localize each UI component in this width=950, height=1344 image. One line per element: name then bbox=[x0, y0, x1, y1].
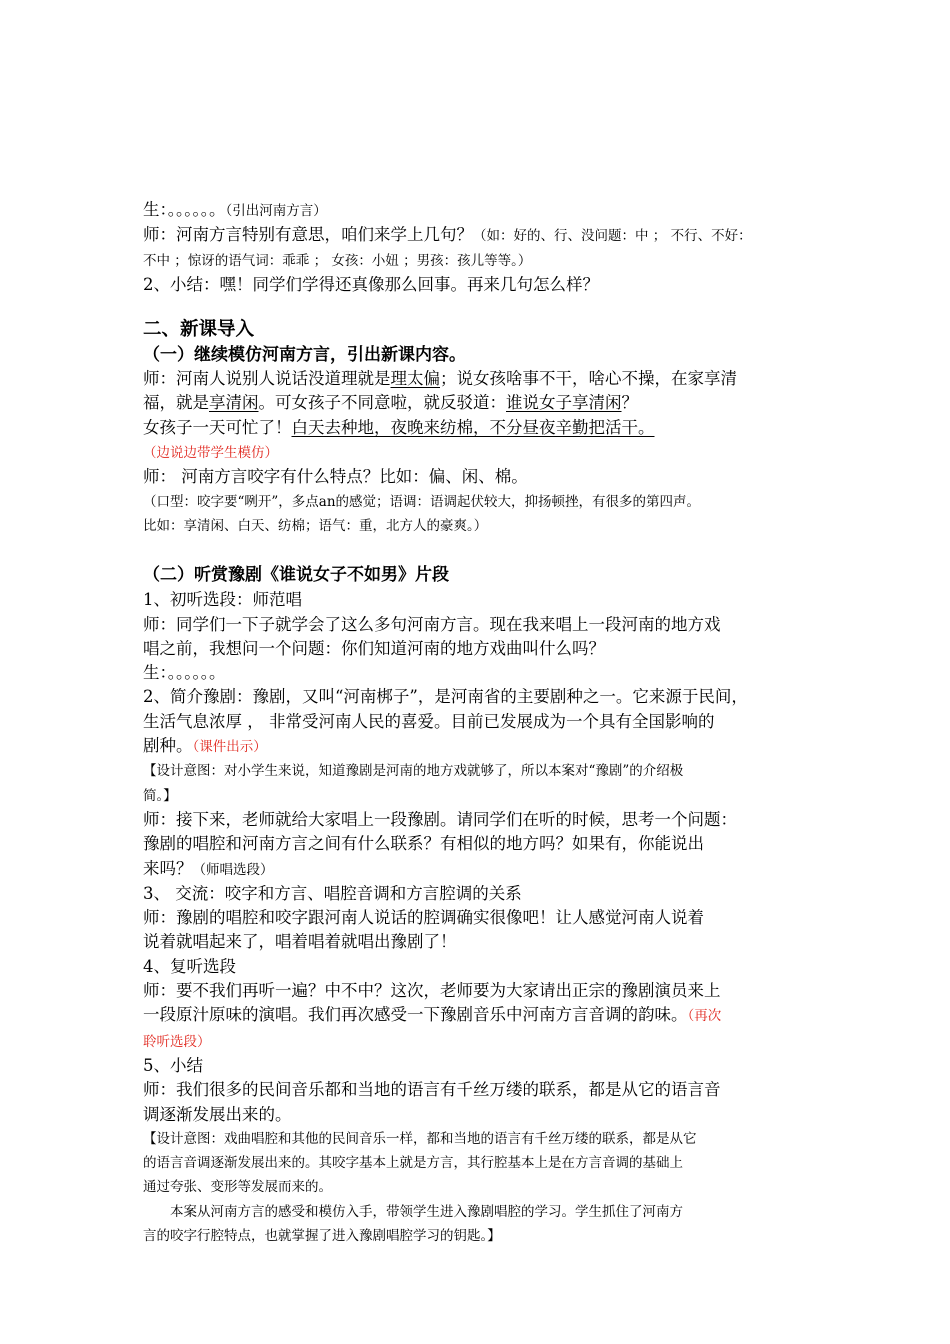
note-line: 比如：享清闲、白天、纺棉；语气：重，北方人的豪爽。） bbox=[143, 517, 488, 534]
design-intent-line: 简。】 bbox=[143, 787, 177, 804]
paragraph-line: 师：同学们一下子就学会了这么多句河南方言。现在我来唱上一段河南的地方戏 bbox=[143, 614, 721, 634]
student-reply: 生：。。。。。。 bbox=[143, 200, 226, 219]
note: （引出河南方言） bbox=[225, 203, 327, 219]
paragraph-line: 3、 交流：咬字和方言、唱腔音调和方言腔调的关系 bbox=[143, 883, 522, 903]
intro-line-1 bbox=[143, 198, 813, 223]
subsection-heading: （一）继续模仿河南方言，引出新课内容。 bbox=[143, 345, 466, 366]
paragraph-line: 说着就唱起来了，唱着唱着就唱出豫剧了！ bbox=[143, 932, 457, 952]
paragraph-line bbox=[143, 367, 813, 391]
underlined-text: 白天去种地，夜晚来纺棉，不分昼夜辛勤把活干。 bbox=[291, 417, 655, 437]
red-note: （边说边带学生模仿） bbox=[143, 445, 278, 462]
text: 师：河南人说别人说话没道理就是 bbox=[143, 369, 391, 389]
text: ？ bbox=[621, 393, 638, 413]
paragraph-line bbox=[143, 1029, 813, 1054]
red-note: 聆听选段） bbox=[143, 1033, 211, 1050]
paragraph-line bbox=[143, 857, 813, 882]
design-intent-line: 言的咬字行腔特点，也就掌握了进入豫剧唱腔学习的钥匙。】 bbox=[143, 1227, 501, 1244]
paragraph-line: 唱之前，我想问一个问题：你们知道河南的地方戏曲叫什么吗？ bbox=[143, 638, 605, 658]
paragraph-line: 2、简介豫剧：豫剧，又叫“河南梆子”，是河南省的主要剧种之一。它来源于民间， bbox=[143, 687, 748, 707]
section-heading: 二、新课导入 bbox=[143, 319, 255, 341]
paragraph-line: 师：要不我们再听一遍？中不中？这次，老师要为大家请出正宗的豫剧演员来上 bbox=[143, 981, 721, 1001]
text: 福，就是 bbox=[143, 393, 209, 413]
paragraph-line: 师：豫剧的唱腔和咬字跟河南人说话的腔调确实很像吧！让人感觉河南人说着 bbox=[143, 908, 704, 928]
paragraph-line bbox=[143, 416, 813, 440]
text: 来吗？ bbox=[143, 858, 193, 878]
teacher-line: 师：河南方言特别有意思，咱们来学上几句？ bbox=[143, 225, 473, 245]
paragraph-line bbox=[143, 440, 813, 465]
underlined-text: 理太偏 bbox=[390, 369, 440, 389]
paragraph-line: 5、小结 bbox=[143, 1055, 203, 1075]
text: 女孩子一天可忙了！ bbox=[143, 417, 292, 437]
underlined-text: 谁说女子享清闲 bbox=[506, 393, 622, 413]
paragraph-line: 生活气息浓厚 ， 非常受河南人民的喜爱。目前已发展成为一个具有全国影响的 bbox=[143, 711, 715, 731]
design-intent-line: 【设计意图：戏曲唱腔和其他的民间音乐一样，都和当地的语言有千丝万缕的联系，都是从它 bbox=[143, 1130, 697, 1147]
red-note: （再次 bbox=[687, 1008, 722, 1025]
intro-line-2 bbox=[143, 223, 813, 248]
paragraph-line bbox=[143, 391, 813, 415]
design-intent-line: 的语言音调逐渐发展出来的。其咬字基本上就是方言，其行腔基本上是在方言音调的基础上 bbox=[143, 1155, 683, 1172]
paragraph-line: 1、初听选段：师范唱 bbox=[143, 590, 302, 610]
subsection-heading: （二）听赏豫剧《谁说女子不如男》片段 bbox=[143, 565, 449, 586]
note: （师唱选段） bbox=[192, 861, 274, 878]
paragraph-line: 生：。。。。。。 bbox=[143, 663, 226, 683]
design-intent-line: 本案从河南方言的感受和模仿入手，带领学生进入豫剧唱腔的学习。学生抓住了河南方 bbox=[170, 1203, 683, 1220]
note-line: （口型：咬字要“咧开”，多点an的感觉；语调：语调起伏较大，抑扬顿挫，有很多的第四声。 bbox=[143, 493, 701, 510]
design-intent-line: 【设计意图：对小学生来说，知道豫剧是河南的地方戏就够了，所以本案对“豫剧”的介绍极 bbox=[143, 763, 684, 780]
paragraph-line: 豫剧的唱腔和河南方言之间有什么联系？有相似的地方吗？如果有，你能说出 bbox=[143, 834, 704, 854]
paragraph-line: 4、复听选段 bbox=[143, 956, 236, 976]
red-note: （课件出示） bbox=[192, 739, 267, 756]
document-body bbox=[143, 198, 813, 1248]
paragraph-line: 师： 河南方言咬字有什么特点？比如：偏、闲、棉。 bbox=[143, 467, 528, 487]
text: ；说女孩啥事不干，啥心不操，在家享清 bbox=[440, 369, 737, 389]
intro-line-4: 2、小结：嘿！同学们学得还真像那么回事。再来几句怎么样？ bbox=[143, 274, 599, 294]
underlined-text: 享清闲 bbox=[209, 393, 259, 413]
design-intent-line: 通过夸张、变形等发展而来的。 bbox=[143, 1179, 332, 1196]
paragraph-line: 师：我们很多的民间音乐都和当地的语言有千丝万缕的联系，都是从它的语言音 bbox=[143, 1080, 721, 1100]
intro-line-3: 不中 ；惊讶的语气词：乖乖 ； 女孩：小妞 ；男孩：孩儿等等。） bbox=[143, 252, 532, 269]
text: 一段原汁原味的演唱。我们再次感受一下豫剧音乐中河南方言音调的韵味。 bbox=[143, 1005, 688, 1025]
paragraph-line bbox=[143, 734, 813, 759]
paragraph-line: 师：接下来，老师就给大家唱上一段豫剧。请同学们在听的时候，思考一个问题： bbox=[143, 809, 737, 829]
note: （如：好的、行、没问题：中 ； 不行、不好： bbox=[473, 228, 752, 245]
text: 剧种。 bbox=[143, 736, 193, 756]
text: 。可女孩子不同意啦，就反驳道： bbox=[258, 393, 506, 413]
paragraph-line bbox=[143, 1003, 813, 1028]
paragraph-line: 调逐渐发展出来的。 bbox=[143, 1104, 292, 1124]
